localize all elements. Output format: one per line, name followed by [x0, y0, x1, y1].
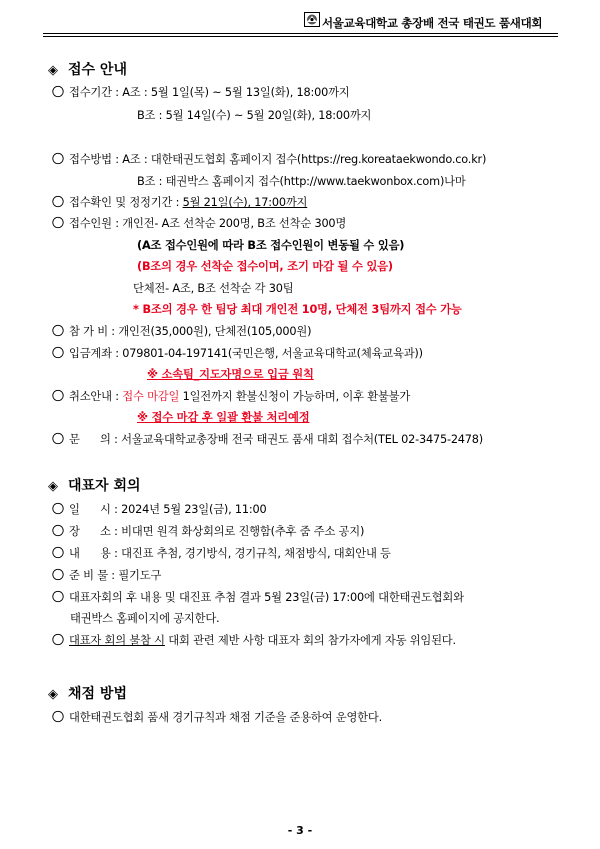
scoring-text-line: 대한태권도협회 품새 경기규칙과 채점 기준을 준용하여 운영한다.	[51, 709, 382, 725]
capacity-note-team: * B조의 경우 한 팀당 최대 개인전 10명, 단체전 3팀까지 접수 가능	[133, 303, 462, 316]
circle-bullet-icon	[51, 85, 65, 98]
page-number: - 3 -	[287, 824, 313, 837]
reception-capacity-line: 접수인원 : 개인전- A조 선착순 200명, B조 선착순 300명	[51, 215, 346, 231]
section-heading-meeting: ◈ 대표자 회의	[48, 478, 141, 494]
reception-contact-line: 문 의 : 서울교육대학교총장배 전국 태권도 품새 대회 접수처(TEL 02-3475-2478)	[51, 431, 483, 447]
reception-period-line: 접수기간 : A조 : 5월 1일(목) ~ 5월 13일(화), 18:00까지	[51, 84, 350, 100]
reception-fee-line: 참 가 비 : 개인전(35,000원), 단체전(105,000원)	[51, 323, 311, 339]
diamond-bullet-icon: ◈	[48, 63, 58, 78]
circle-bullet-icon	[51, 502, 65, 515]
circle-bullet-icon	[51, 710, 65, 723]
reception-confirm-line: 접수확인 및 정정기간 : 5월 21일(수), 17:00까지	[51, 194, 307, 210]
confirm-period-value: 5월 21일(수), 17:00까지	[182, 196, 308, 209]
circle-bullet-icon	[51, 633, 65, 646]
reception-method-line: 접수방법 : A조 : 대한태권도협회 홈페이지 접수(https://reg.koreataekwondo.co.kr)	[51, 151, 486, 167]
reception-period-b: B조 : 5월 14일(수) ~ 5월 20일(화), 18:00까지	[137, 109, 372, 122]
meeting-place-line: 장 소 : 비대면 원격 화상회의로 진행함(추후 줌 주소 공지)	[51, 523, 364, 539]
cancel-note: ※ 접수 마감 후 일괄 환불 처리예정	[137, 411, 310, 424]
circle-bullet-icon	[51, 346, 65, 359]
circle-bullet-icon	[51, 568, 65, 581]
reception-account-line: 입금계좌 : 079801-04-197141(국민은행, 서울교육대학교(체육교육과))	[51, 345, 423, 361]
circle-bullet-icon	[51, 590, 65, 603]
meeting-absent-line: 대표자 회의 불참 시 대회 관련 제반 사항 대표자 회의 참가자에게 자동 위임된다.	[51, 632, 456, 648]
university-logo-icon	[304, 12, 320, 27]
reception-cancel-line: 취소안내 : 접수 마감일 1일전까지 환불신청이 가능하며, 이후 환불불가	[51, 388, 410, 404]
meeting-date-line: 일 시 : 2024년 5월 23일(금), 11:00	[51, 501, 266, 517]
section-heading-reception: ◈ 접수 안내	[48, 62, 127, 78]
meeting-notice-continuation: 태권박스 홈페이지에 공지한다.	[70, 612, 220, 625]
capacity-team: 단체전- A조, B조 선착순 각 30팀	[133, 282, 294, 295]
capacity-note-b: (B조의 경우 선착순 접수이며, 조기 마감 될 수 있음)	[137, 260, 393, 273]
meeting-notice-line: 대표자회의 후 내용 및 대진표 추첨 결과 5월 23일(금) 17:00에 대한태권도협회와	[51, 589, 464, 605]
circle-bullet-icon	[51, 546, 65, 559]
circle-bullet-icon	[51, 324, 65, 337]
diamond-bullet-icon: ◈	[48, 687, 58, 702]
reception-method-b: B조 : 태권박스 홈페이지 접수(http://www.taekwonbox.com)나마	[137, 175, 466, 188]
meeting-content-line: 내 용 : 대진표 추첨, 경기방식, 경기규칙, 채점방식, 대회안내 등	[51, 545, 391, 561]
account-note: ※ 소속팀_지도자명으로 입금 원칙	[147, 368, 314, 381]
meeting-prep-line: 준 비 물 : 필기도구	[51, 567, 161, 583]
header-rule-top	[43, 33, 558, 34]
circle-bullet-icon	[51, 432, 65, 445]
page-header	[0, 0, 600, 40]
diamond-bullet-icon: ◈	[48, 479, 58, 494]
circle-bullet-icon	[51, 389, 65, 402]
section-heading-scoring: ◈ 채점 방법	[48, 686, 127, 702]
capacity-note-a: (A조 접수인원에 따라 B조 접수인원이 변동될 수 있음)	[137, 239, 405, 252]
circle-bullet-icon	[51, 216, 65, 229]
header-rule-bottom	[43, 36, 558, 37]
circle-bullet-icon	[51, 524, 65, 537]
circle-bullet-icon	[51, 195, 65, 208]
header-title: 서울교육대학교 총장배 전국 태권도 품새대회	[322, 16, 543, 30]
circle-bullet-icon	[51, 152, 65, 165]
